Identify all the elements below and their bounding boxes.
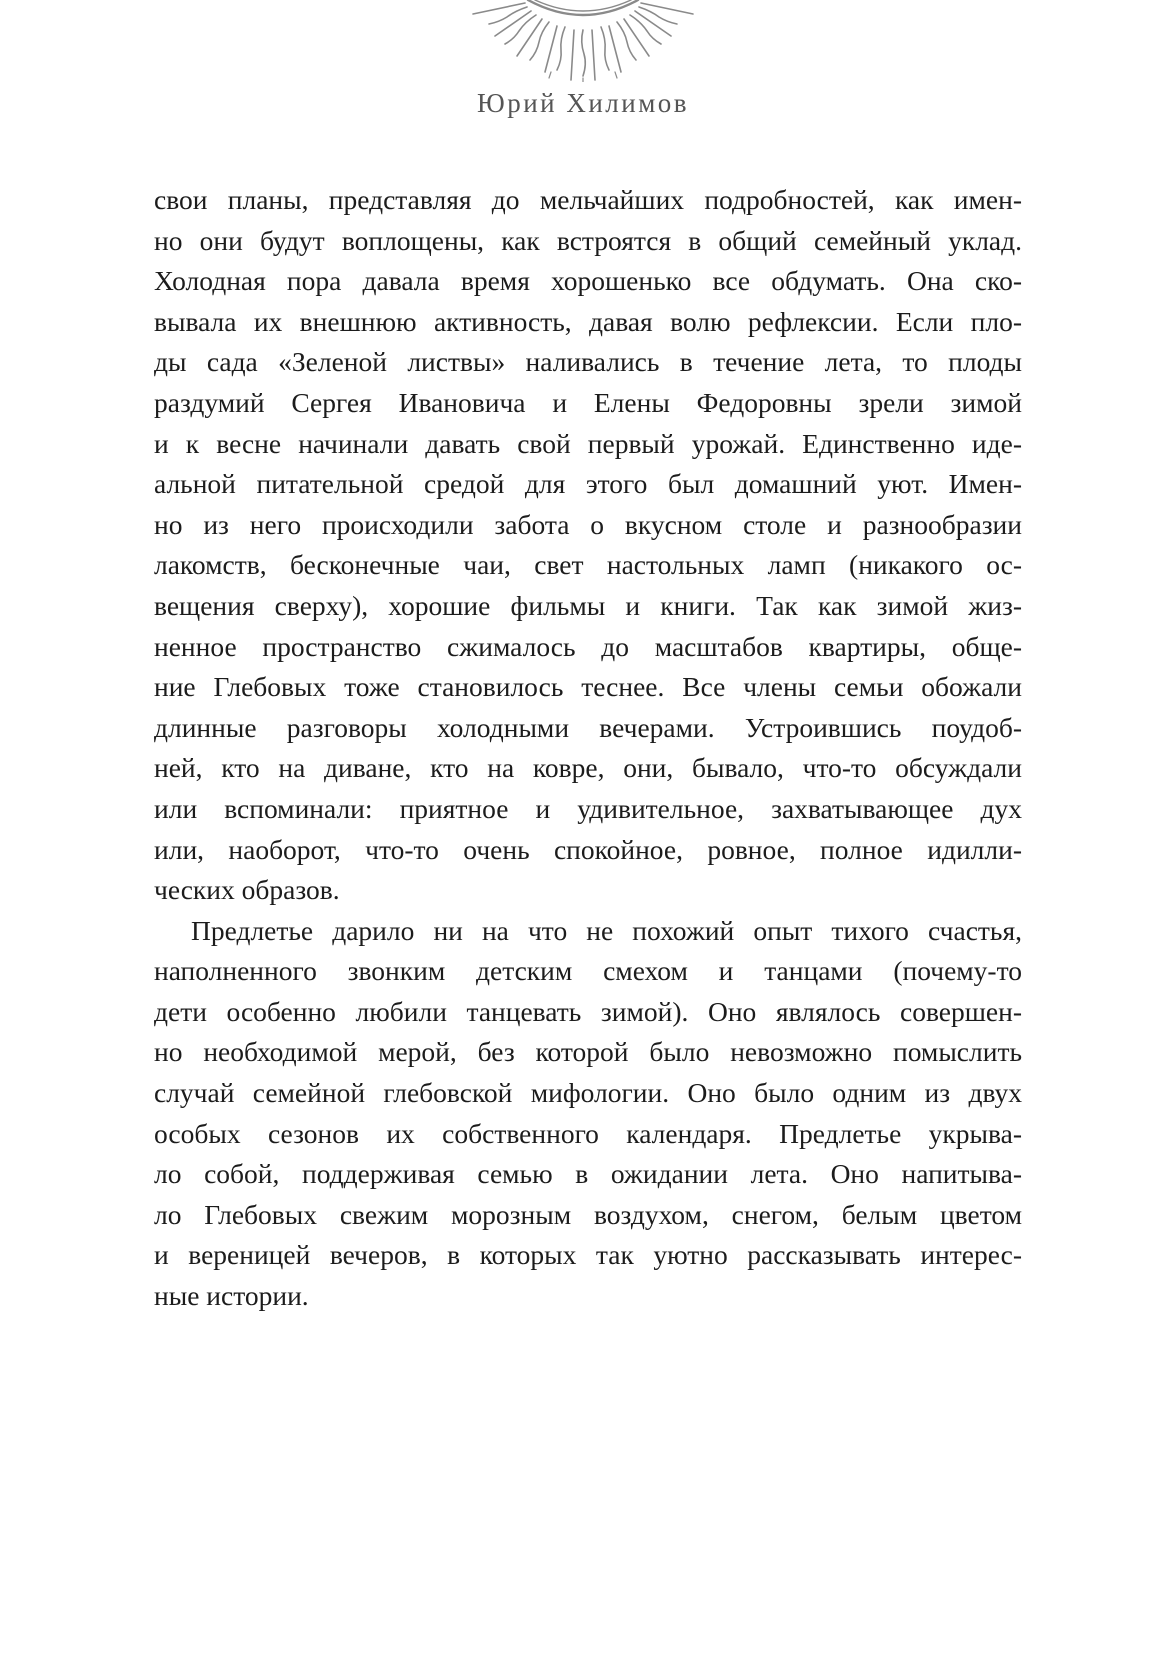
text-line: ло Глебовых свежим морозным воздухом, снегом, белым цветом xyxy=(154,1198,1022,1230)
text-line: ненное пространство сжималось до масштабов квартиры, обще- xyxy=(154,630,1022,662)
text-line: Холодная пора давала время хорошенько все обдумать. Она ско- xyxy=(154,265,1022,297)
text-line: ней, кто на диване, кто на ковре, они, бывало, что-то обсуждали xyxy=(154,752,1022,784)
text-line: Предлетье дарило ни на что не похожий опыт тихого счастья, xyxy=(191,914,1022,946)
text-line: но необходимой мерой, без которой было невозможно помыслить xyxy=(154,1036,1022,1068)
sun-ornament-icon xyxy=(433,0,733,82)
text-line: ческих образов. xyxy=(154,874,340,906)
text-line: длинные разговоры холодными вечерами. Устроившись поудоб- xyxy=(154,711,1022,743)
text-line: ло собой, поддерживая семью в ожидании лета. Оно напитыва- xyxy=(154,1158,1022,1190)
text-line: или, наоборот, что-то очень спокойное, ровное, полное идилли- xyxy=(154,833,1022,865)
text-line: случай семейной глебовской мифологии. Оно было одним из двух xyxy=(154,1077,1022,1109)
text-line: но они будут воплощены, как встроятся в общий семейный уклад. xyxy=(154,224,1022,256)
body-text xyxy=(154,180,1022,1317)
text-line: и к весне начинали давать свой первый урожай. Единственно иде- xyxy=(154,427,1022,459)
text-line: дети особенно любили танцевать зимой). Оно являлось совершен- xyxy=(154,995,1022,1027)
text-line: лакомств, бесконечные чаи, свет настольных ламп (никакого ос- xyxy=(154,549,1022,581)
text-line: альной питательной средой для этого был домашний уют. Имен- xyxy=(154,468,1022,500)
text-line: вещения сверху), хорошие фильмы и книги. Так как зимой жиз- xyxy=(154,589,1022,621)
text-line: но из него происходили забота о вкусном столе и разнообразии xyxy=(154,508,1022,540)
text-line: наполненного звонким детским смехом и танцами (почему-то xyxy=(154,955,1022,987)
text-line: особых сезонов их собственного календаря. Предлетье укрыва- xyxy=(154,1117,1022,1149)
text-line: и вереницей вечеров, в которых так уютно рассказывать интерес- xyxy=(154,1239,1022,1271)
text-line: раздумий Сергея Ивановича и Елены Федоровны зрели зимой xyxy=(154,386,1022,418)
text-line: или вспоминали: приятное и удивительное, захватывающее дух xyxy=(154,792,1022,824)
paragraph-2 xyxy=(154,911,1022,1317)
running-head-author: Юрий Хилимов xyxy=(476,88,690,118)
text-line: свои планы, представляя до мельчайших подробностей, как имен- xyxy=(154,184,1022,215)
text-line: ды сада «Зеленой листвы» наливались в течение лета, то плоды xyxy=(154,346,1022,378)
text-line: ние Глебовых тоже становилось теснее. Все члены семьи обожали xyxy=(154,671,1022,703)
text-line: вывала их внешнюю активность, давая волю рефлексии. Если пло- xyxy=(154,305,1022,337)
paragraph-1 xyxy=(154,180,1022,911)
text-line: ные истории. xyxy=(154,1280,309,1312)
